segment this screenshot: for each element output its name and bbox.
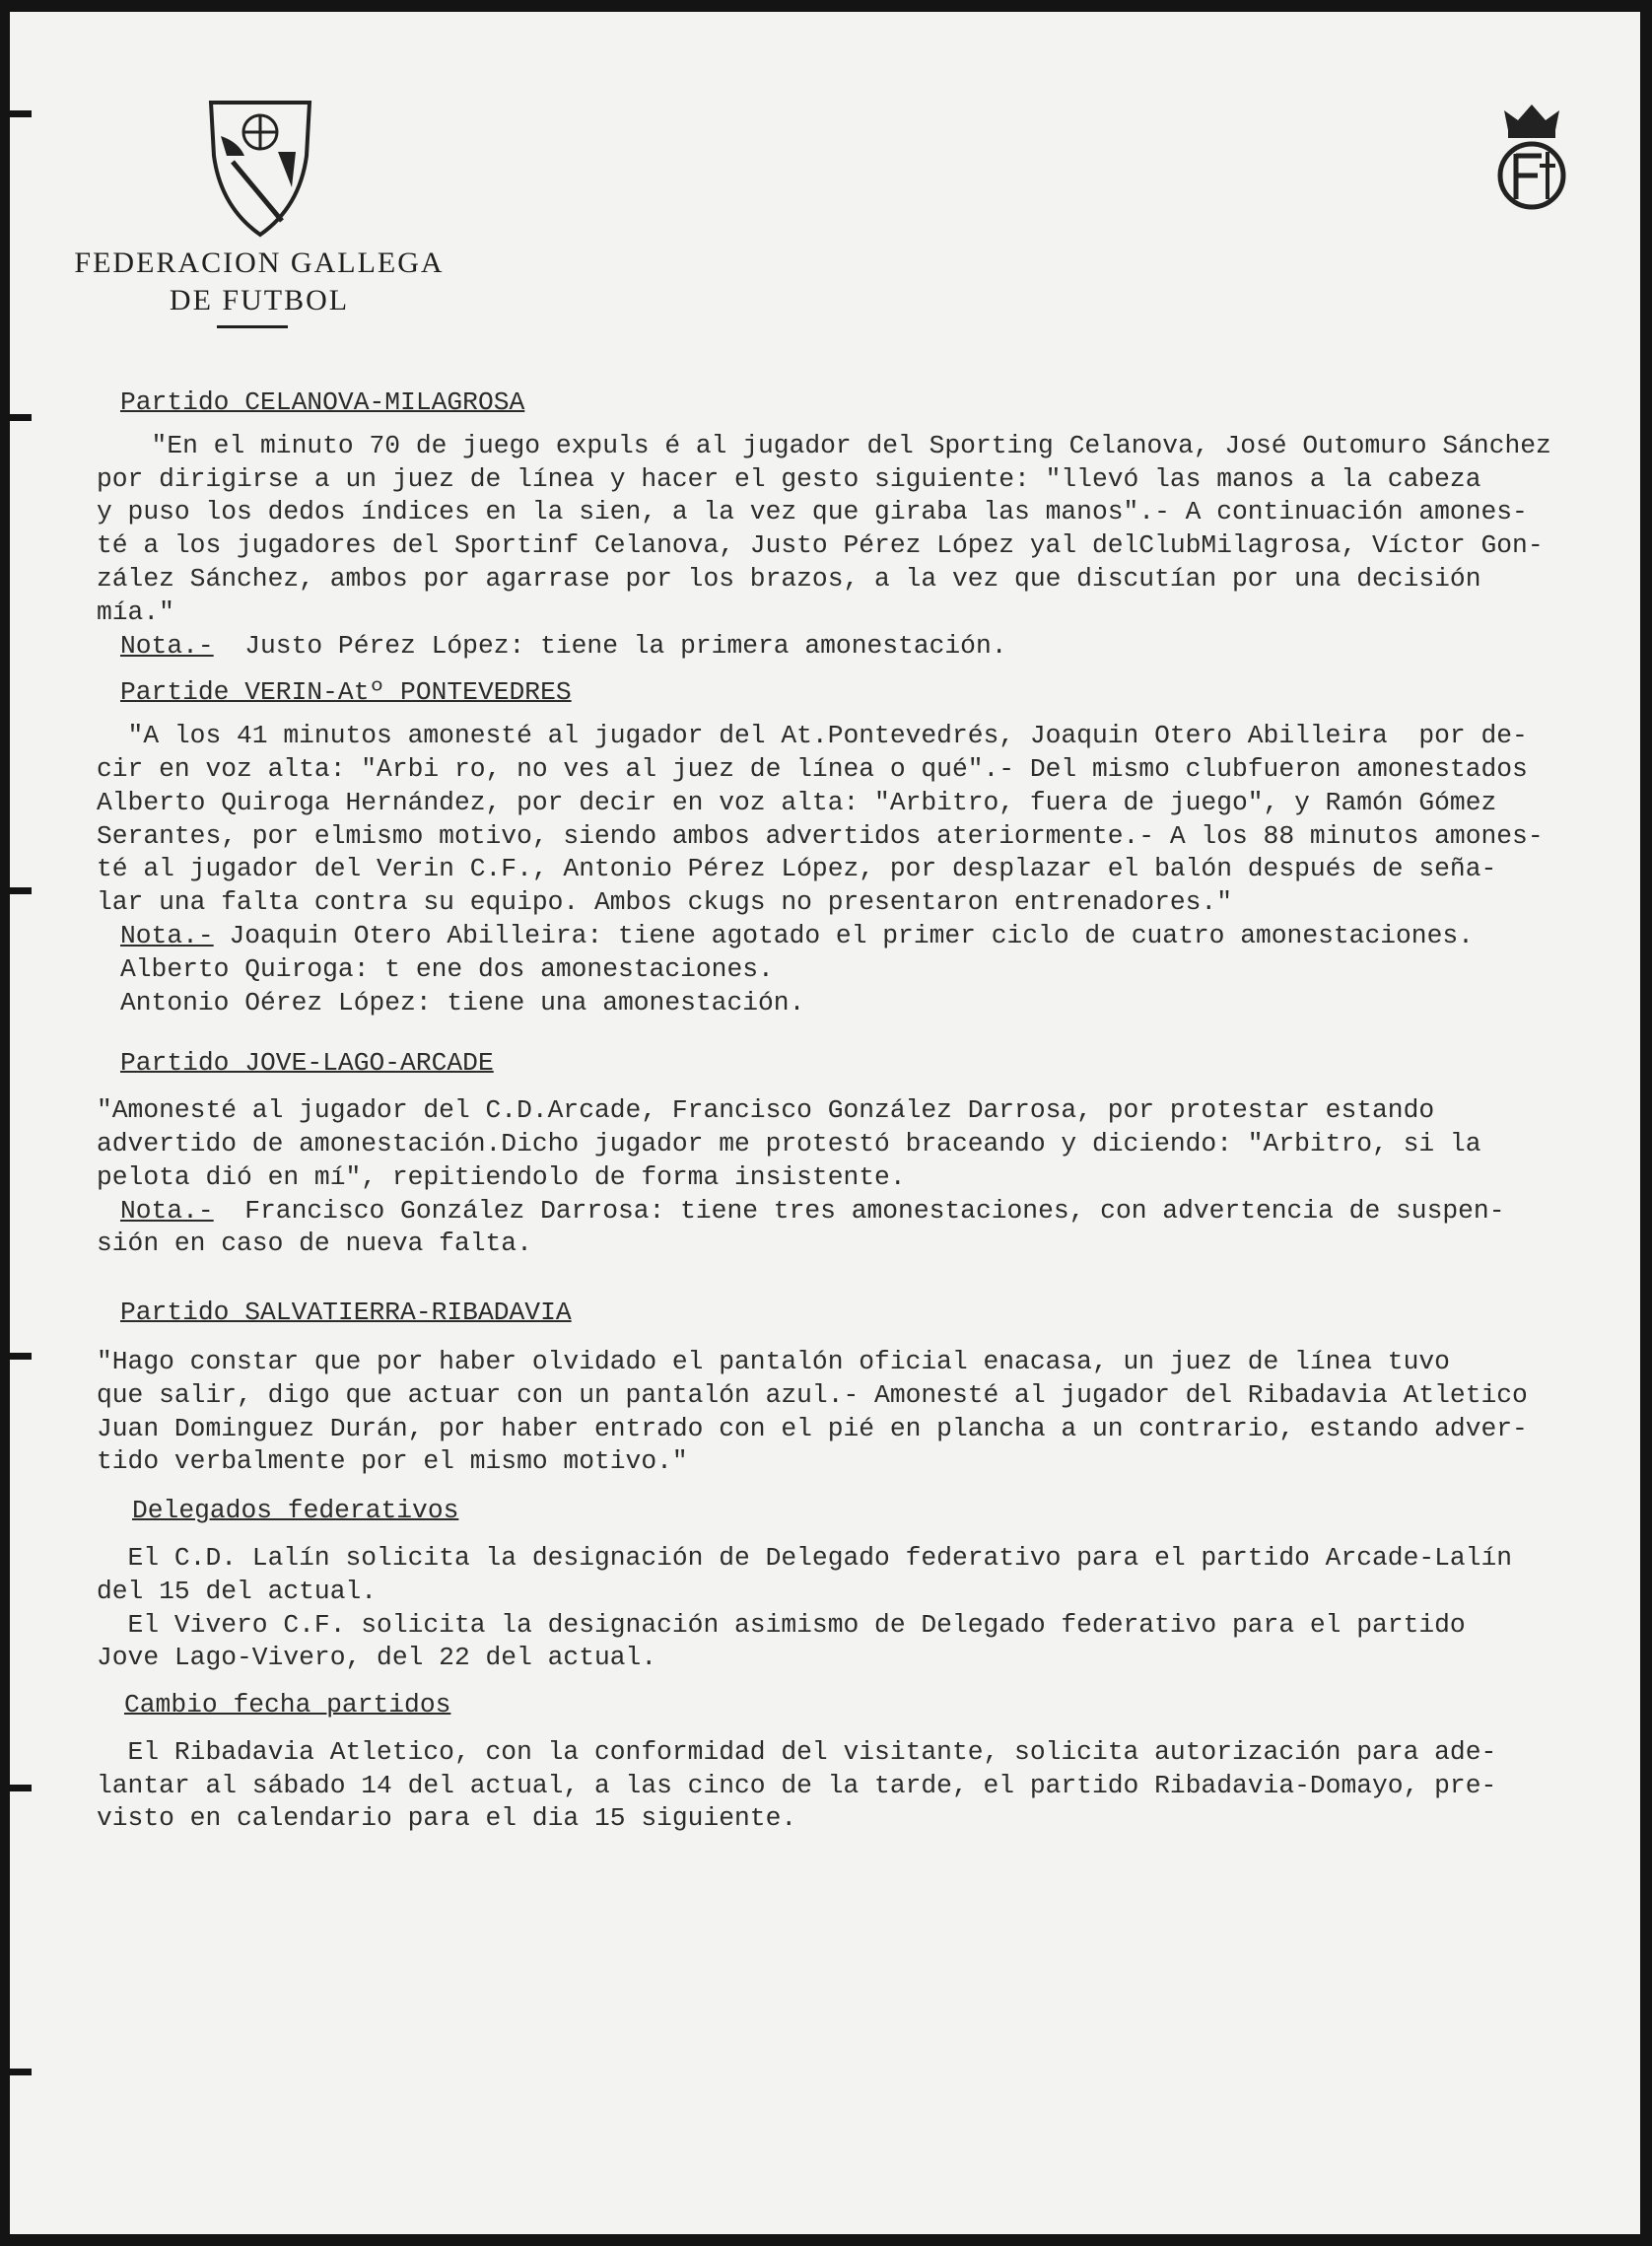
spanish-federation-crown-logo <box>1490 97 1573 215</box>
federation-crest-logo <box>205 97 315 241</box>
binder-hole <box>10 1353 32 1360</box>
note-line: Nota.- Francisco González Darrosa: tiene tres amonestaciones, con advertencia de suspen- <box>120 1195 1505 1226</box>
note-line: Nota.- Joaquin Otero Abilleira: tiene agotado el primer ciclo de cuatro amonestaciones. <box>120 920 1474 950</box>
text-line: mía." <box>97 597 174 627</box>
text-line: "En el minuto 70 de juego expuls é al jugador del Sporting Celanova, José Outomuro Sánchez <box>120 430 1551 460</box>
document-page <box>10 12 1640 2234</box>
report-body <box>97 386 1638 1836</box>
text-line: pelota dió en mí", repitiendolo de forma insistente. <box>97 1161 906 1192</box>
binder-hole <box>10 414 32 421</box>
text-line: El Ribadavia Atletico, con la conformidad del visitante, solicita autorización para ade- <box>97 1736 1497 1767</box>
section-text <box>97 710 1638 1019</box>
note-line: sión en caso de nueva falta. <box>97 1228 532 1259</box>
text-line: por dirigirse a un juez de línea y hacer el gesto siguiente: "llevó las manos a la cabeza <box>97 463 1481 494</box>
federation-name-line1: FEDERACION GALLEGA <box>74 246 445 279</box>
letterhead-rule <box>217 325 288 328</box>
section-heading: Cambio fecha partidos <box>124 1690 451 1720</box>
text-line: "A los 41 minutos amonesté al jugador del At.Pontevedrés, Joaquin Otero Abilleira por de- <box>97 721 1528 751</box>
text-line: Serantes, por elmismo motivo, siendo ambos advertidos ateriormente.- A los 88 minutos amones- <box>97 820 1544 851</box>
note-line: Antonio Oérez López: tiene una amonestación. <box>120 987 805 1018</box>
text-line: El Vivero C.F. solicita la designación asimismo de Delegado federativo para el partido <box>97 1609 1466 1640</box>
section-text <box>97 1528 1638 1675</box>
binder-hole <box>10 1785 32 1791</box>
text-line: del 15 del actual. <box>97 1576 378 1606</box>
section-heading: Partide VERIN-Atº PONTEVEDRES <box>120 677 572 708</box>
text-line: zález Sánchez, ambos por agarrase por los brazos, a la vez que discutían por una decisión <box>97 563 1481 594</box>
section-text <box>97 1330 1638 1479</box>
section-heading: Partido CELANOVA-MILAGROSA <box>120 387 525 417</box>
section-heading: Partido JOVE-LAGO-ARCADE <box>120 1048 494 1079</box>
text-line: que salir, digo que actuar con un pantalón azul.- Amonesté al jugador del Ribadavia Atletico <box>97 1379 1528 1410</box>
section-text <box>97 1722 1638 1836</box>
text-line: Jove Lago-Vivero, del 22 del actual. <box>97 1643 657 1673</box>
note-line: Nota.- Justo Pérez López: tiene la primera amonestación. <box>120 630 1007 661</box>
federation-name-line2: DE FUTBOL <box>169 284 350 316</box>
section-heading: Delegados federativos <box>132 1496 459 1526</box>
note-line: Alberto Quiroga: t ene dos amonestaciones. <box>120 953 774 984</box>
text-line: cir en voz alta: "Arbi ro, no ves al juez de línea o qué".- Del mismo clubfueron amonestados <box>97 753 1528 784</box>
section-text <box>97 420 1638 664</box>
text-line: Alberto Quiroga Hernández, por decir en voz alta: "Arbitro, fuera de juego", y Ramón Gómez <box>97 787 1497 817</box>
text-line: "Hago constar que por haber olvidado el pantalón oficial enacasa, un juez de línea tuvo <box>97 1346 1450 1376</box>
text-line: lantar al sábado 14 del actual, a las cinco de la tarde, el partido Ribadavia-Domayo, pre- <box>97 1770 1497 1800</box>
section-text <box>97 1081 1638 1261</box>
binder-hole <box>10 110 32 117</box>
binder-hole <box>10 2069 32 2075</box>
text-line: tido verbalmente por el mismo motivo." <box>97 1446 688 1477</box>
text-line: visto en calendario para el dia 15 siguiente. <box>97 1803 797 1834</box>
text-line: advertido de amonestación.Dicho jugador me protestó braceando y diciendo: "Arbitro, si la <box>97 1128 1481 1158</box>
section-heading: Partido SALVATIERRA-RIBADAVIA <box>120 1298 572 1328</box>
text-line: "Amonesté al jugador del C.D.Arcade, Francisco González Darrosa, por protestar estando <box>97 1095 1435 1126</box>
federation-name <box>57 245 461 319</box>
text-line: té al jugador del Verin C.F., Antonio Pérez López, por desplazar el balón después de seña- <box>97 854 1497 884</box>
binder-hole <box>10 887 32 894</box>
text-line: lar una falta contra su equipo. Ambos ckugs no presentaron entrenadores." <box>97 887 1232 918</box>
text-line: y puso los dedos índices en la sien, a la vez que giraba las manos".- A continuación amones- <box>97 497 1528 527</box>
text-line: té a los jugadores del Sportinf Celanova, Justo Pérez López yal delClubMilagrosa, Víctor Gon- <box>97 530 1544 561</box>
text-line: Juan Dominguez Durán, por haber entrado con el pié en plancha a un contrario, estando adver- <box>97 1413 1528 1443</box>
text-line: El C.D. Lalín solicita la designación de Delegado federativo para el partido Arcade-Lalín <box>97 1542 1513 1573</box>
